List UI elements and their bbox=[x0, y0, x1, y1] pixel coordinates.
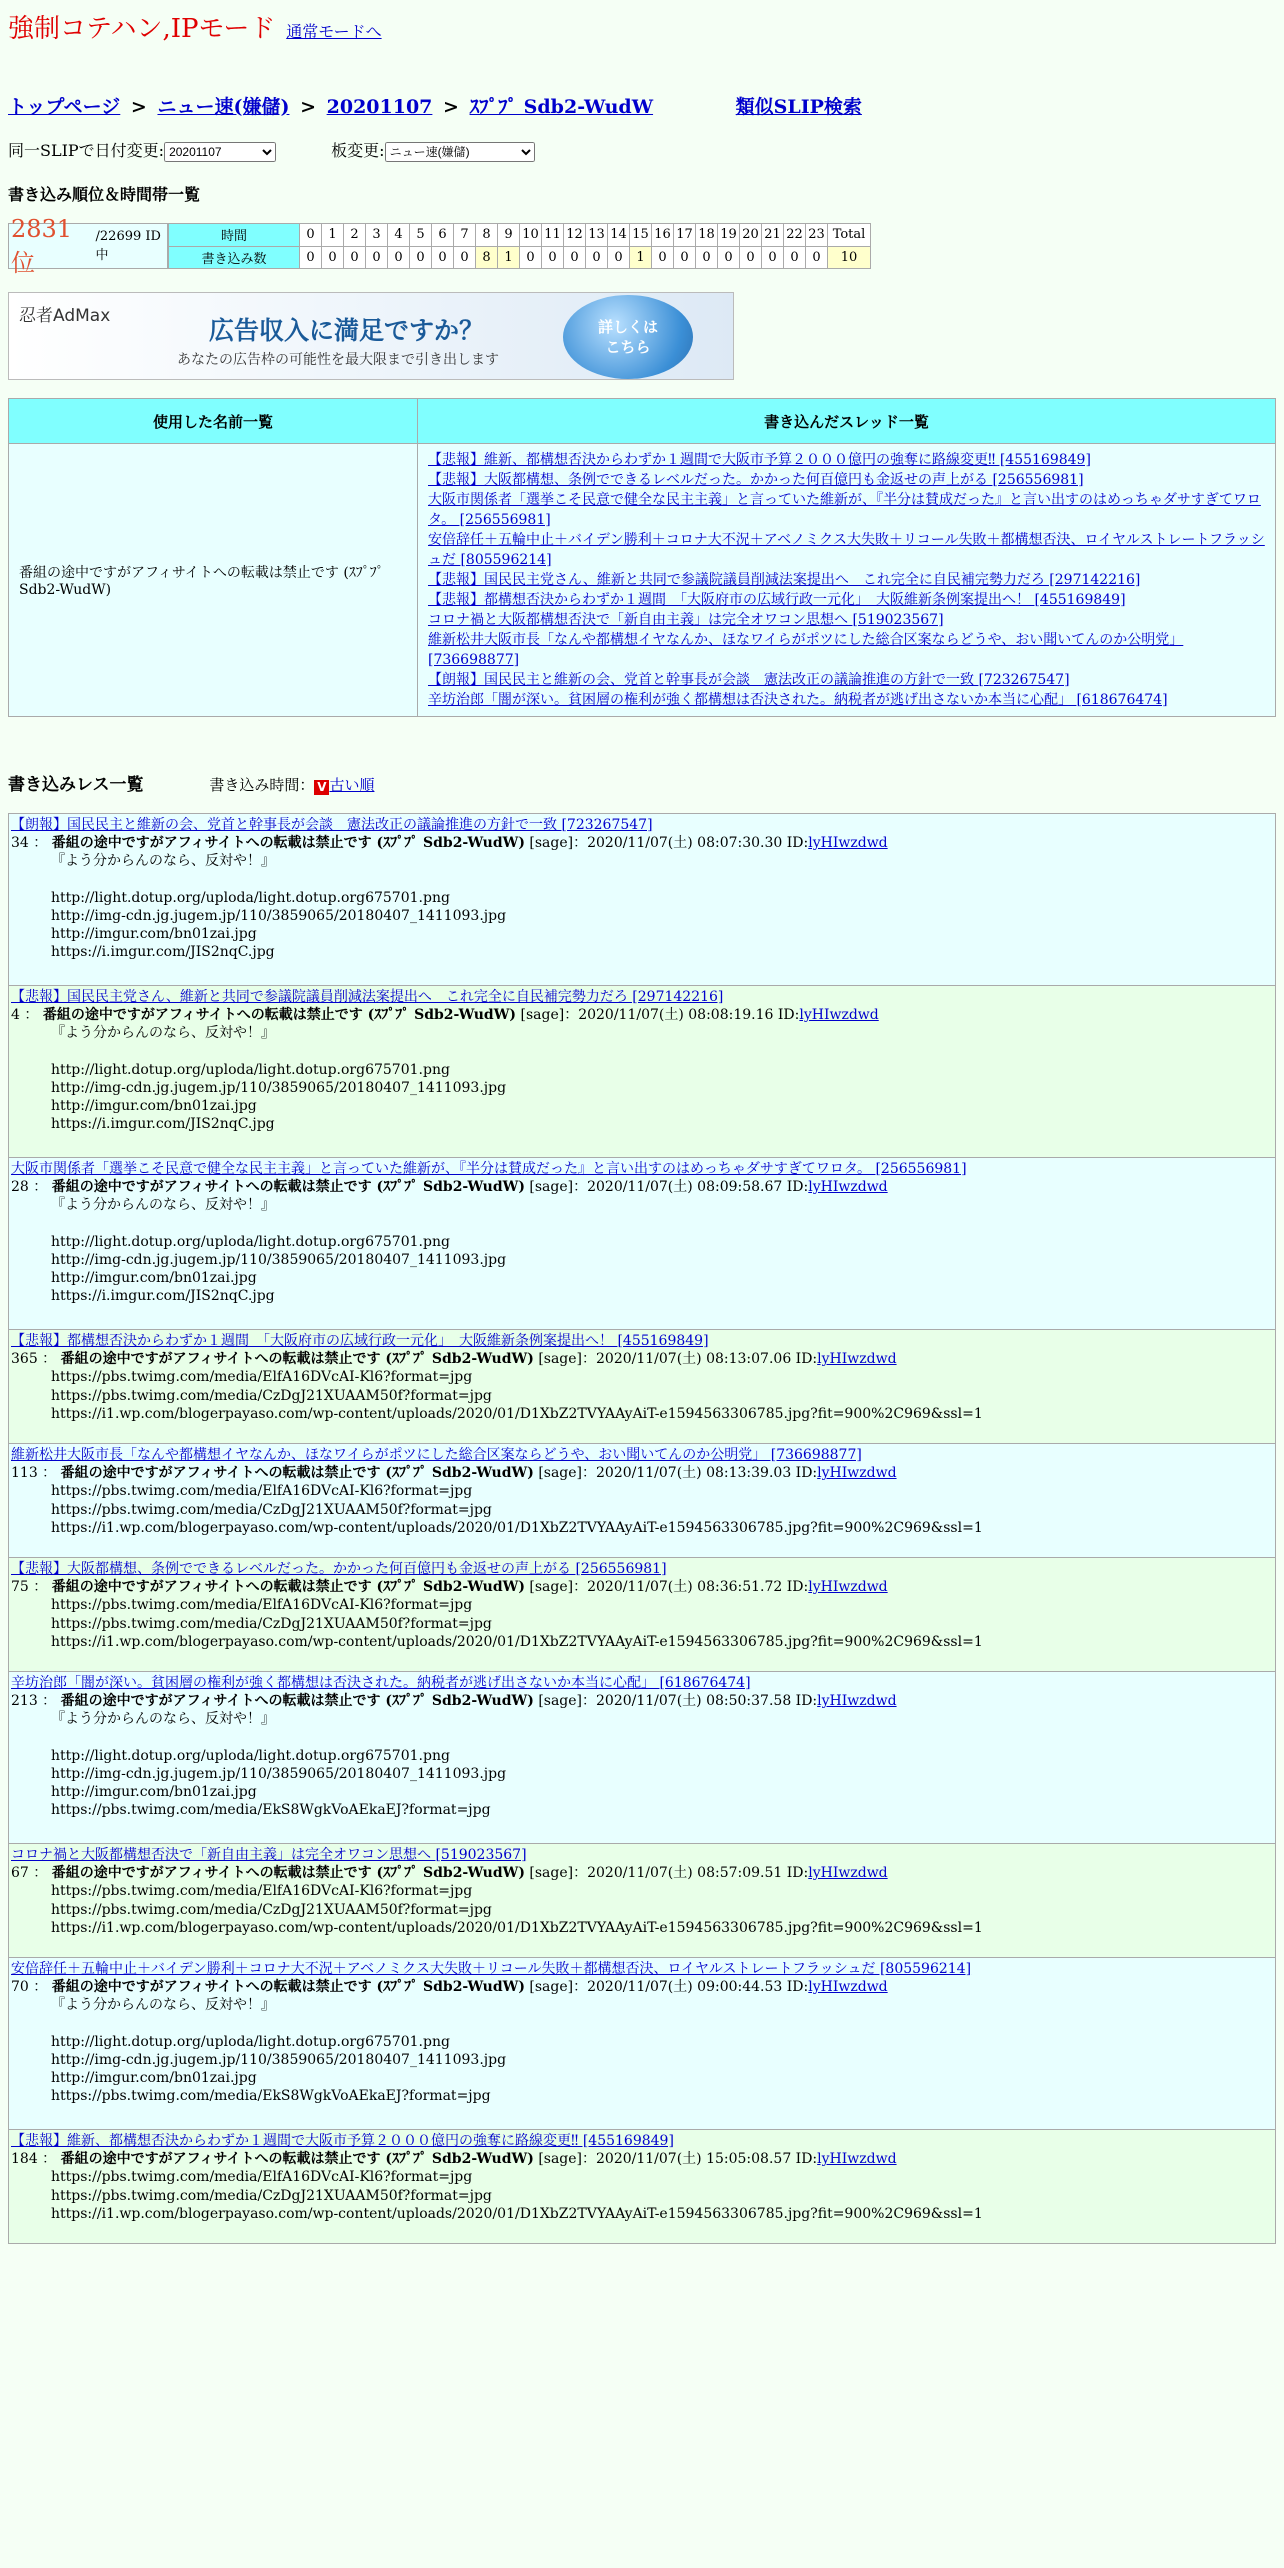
post-meta: [sage]：2020/11/07(土) 09:00:44.53 ID: bbox=[529, 1979, 809, 1996]
count-cell: 0 bbox=[696, 246, 718, 269]
post-header: 34 ： 番組の途中ですがアフィサイトへの転載は禁止です (ｽﾌﾟﾌﾟ Sdb2-WudW) [sage]：2020/11/07(土) 08:07:30.30 ID:lyHIwzdwd bbox=[11, 835, 888, 852]
post bbox=[8, 1843, 1276, 1958]
post-body bbox=[11, 852, 1273, 961]
hour-cell: 0 bbox=[300, 224, 322, 247]
post-thread-link[interactable]: 【朗報】国民民主と維新の会、党首と幹事長が会談 憲法改正の議論推進の方針で一致 [723267547] bbox=[11, 817, 653, 833]
post-line: http://light.dotup.org/uploda/light.dotup.org675701.png bbox=[51, 1747, 450, 1764]
date-select[interactable] bbox=[164, 142, 276, 162]
hour-cell: 17 bbox=[674, 224, 696, 247]
post-line: https://pbs.twimg.com/media/CzDgJ21XUAAM50f?format=jpg bbox=[51, 1615, 492, 1632]
rank-number: 2831 位 bbox=[11, 214, 73, 277]
count-cell: 1 bbox=[498, 246, 520, 269]
post-meta: [sage]：2020/11/07(土) 08:13:07.06 ID: bbox=[538, 1351, 818, 1368]
count-cell: 0 bbox=[366, 246, 388, 269]
count-cell: 0 bbox=[586, 246, 608, 269]
post-meta: [sage]：2020/11/07(土) 08:57:09.51 ID: bbox=[529, 1865, 809, 1882]
post-author-name: 番組の途中ですがアフィサイトへの転載は禁止です (ｽﾌﾟﾌﾟ Sdb2-WudW) bbox=[60, 2151, 534, 2168]
hour-cell: 6 bbox=[432, 224, 454, 247]
ranking-box bbox=[8, 214, 871, 277]
post-id-link[interactable]: lyHIwzdwd bbox=[808, 1579, 888, 1596]
post-meta: [sage]：2020/11/07(土) 08:50:37.58 ID: bbox=[538, 1693, 818, 1710]
post-number: 34 bbox=[11, 835, 29, 852]
hour-cell: 11 bbox=[542, 224, 564, 247]
post-author-name: 番組の途中ですがアフィサイトへの転載は禁止です (ｽﾌﾟﾌﾟ Sdb2-WudW) bbox=[51, 835, 525, 852]
post-line: https://pbs.twimg.com/media/CzDgJ21XUAAM50f?format=jpg bbox=[51, 1501, 492, 1518]
thread-link[interactable]: 【悲報】維新、都構想否決からわずか１週間で大阪市予算２０００億円の強奪に路線変更‼ [455169849] bbox=[428, 452, 1091, 468]
hour-cell: 7 bbox=[454, 224, 476, 247]
post-body bbox=[11, 1882, 1273, 1937]
post-line: 『よう分からんのなら、反対や！』 bbox=[51, 853, 275, 870]
post-id-link[interactable]: lyHIwzdwd bbox=[808, 1979, 888, 1996]
breadcrumb-sep: > bbox=[300, 96, 316, 118]
mode-header bbox=[8, 8, 382, 45]
post-meta: [sage]：2020/11/07(土) 08:13:39.03 ID: bbox=[538, 1465, 818, 1482]
mode-title: 強制コテハン,IPモード bbox=[8, 14, 276, 44]
post-thread-link[interactable]: 大阪市関係者「選挙こそ民意で健全な民主主義」と言っていた維新が、『半分は賛成だった』と言い出すのはめっちゃダサすぎてワロタ。 [256556981] bbox=[11, 1161, 967, 1177]
hour-cell: 19 bbox=[718, 224, 740, 247]
post-line bbox=[51, 1729, 1273, 1747]
post-thread-link[interactable]: 安倍辞任＋五輪中止＋バイデン勝利＋コロナ大不況＋アベノミクス大失敗＋リコール失敗＋都構想否決、ロイヤルストレートフラッシュだ [805596214] bbox=[11, 1961, 972, 1977]
time-label: 時間 bbox=[169, 224, 300, 247]
breadcrumb-slip[interactable]: ｽﾌﾟﾌﾟ Sdb2-WudW bbox=[469, 96, 654, 118]
summary-table bbox=[8, 398, 1276, 717]
post-line: https://pbs.twimg.com/media/CzDgJ21XUAAM50f?format=jpg bbox=[51, 1387, 492, 1404]
count-cell: 0 bbox=[388, 246, 410, 269]
post-header: 365 ： 番組の途中ですがアフィサイトへの転載は禁止です (ｽﾌﾟﾌﾟ Sdb2-WudW) [sage]：2020/11/07(土) 08:13:07.06 ID:lyHIwzdwd bbox=[11, 1351, 897, 1368]
post-header: 75 ： 番組の途中ですがアフィサイトへの転載は禁止です (ｽﾌﾟﾌﾟ Sdb2-WudW) [sage]：2020/11/07(土) 08:36:51.72 ID:lyHIwzdwd bbox=[11, 1579, 888, 1596]
thread-link[interactable]: 大阪市関係者「選挙こそ民意で健全な民主主義」と言っていた維新が、『半分は賛成だった』と言い出すのはめっちゃダサすぎてワロタ。 [256556981] bbox=[428, 492, 1261, 528]
post-id-link[interactable]: lyHIwzdwd bbox=[817, 2151, 897, 2168]
post-line: https://pbs.twimg.com/media/ElfA16DVcAI-Kl6?format=jpg bbox=[51, 1597, 473, 1614]
post-body bbox=[11, 1482, 1273, 1537]
post-number: 365 bbox=[11, 1351, 38, 1368]
ad-logo: 忍者AdMax bbox=[19, 306, 111, 326]
thread-link[interactable]: コロナ禍と大阪都構想否決で「新自由主義」は完全オワコン思想へ [519023567] bbox=[428, 612, 944, 628]
post-body bbox=[11, 1710, 1273, 1819]
breadcrumb-date[interactable]: 20201107 bbox=[326, 96, 433, 118]
post-meta: [sage]：2020/11/07(土) 08:07:30.30 ID: bbox=[529, 835, 809, 852]
post-header: 4 ： 番組の途中ですがアフィサイトへの転載は禁止です (ｽﾌﾟﾌﾟ Sdb2-WudW) [sage]：2020/11/07(土) 08:08:19.16 ID:lyHIwzdwd bbox=[11, 1007, 879, 1024]
post-id-link[interactable]: lyHIwzdwd bbox=[808, 1865, 888, 1882]
post-thread-link[interactable]: 【悲報】大阪都構想、条例でできるレベルだった。かかった何百億円も金返せの声上がる [256556981] bbox=[11, 1561, 667, 1577]
post-author-name: 番組の途中ですがアフィサイトへの転載は禁止です (ｽﾌﾟﾌﾟ Sdb2-WudW) bbox=[42, 1007, 517, 1024]
count-cell: 0 bbox=[344, 246, 366, 269]
ad-details-button[interactable] bbox=[563, 295, 693, 379]
post-meta: [sage]：2020/11/07(土) 15:05:08.57 ID: bbox=[538, 2151, 818, 2168]
post-number: 70 bbox=[11, 1979, 29, 1996]
count-cell: 1 bbox=[630, 246, 652, 269]
post-line: https://i.imgur.com/JIS2nqC.jpg bbox=[51, 1288, 275, 1305]
post-body bbox=[11, 1024, 1273, 1133]
post bbox=[8, 1443, 1276, 1558]
post-header: 70 ： 番組の途中ですがアフィサイトへの転載は禁止です (ｽﾌﾟﾌﾟ Sdb2-WudW) [sage]：2020/11/07(土) 09:00:44.53 ID:lyHIwzdwd bbox=[11, 1979, 888, 1996]
post-line: https://i1.wp.com/blogerpayaso.com/wp-content/uploads/2020/01/D1XbZ2TVYAAyAiT-e1594563306785.jpg?fit=900%2C969&ssl=1 bbox=[51, 1405, 983, 1422]
post-line: https://i.imgur.com/JIS2nqC.jpg bbox=[51, 1116, 275, 1133]
names-header: 使用した名前一覧 bbox=[9, 399, 418, 444]
post-line: https://pbs.twimg.com/media/ElfA16DVcAI-Kl6?format=jpg bbox=[51, 2169, 473, 2186]
hour-cell: 8 bbox=[476, 224, 498, 247]
ad-headline: 広告収入に満足ですか？ bbox=[209, 316, 485, 345]
breadcrumb-sep: > bbox=[130, 96, 147, 118]
post-line: https://pbs.twimg.com/media/ElfA16DVcAI-Kl6?format=jpg bbox=[51, 1483, 473, 1500]
change-row bbox=[8, 138, 535, 162]
post-header: 213 ： 番組の途中ですがアフィサイトへの転載は禁止です (ｽﾌﾟﾌﾟ Sdb2-WudW) [sage]：2020/11/07(土) 08:50:37.58 ID:lyHIwzdwd bbox=[11, 1693, 897, 1710]
post bbox=[8, 1557, 1276, 1672]
count-cell: 0 bbox=[564, 246, 586, 269]
post-thread-link[interactable]: 【悲報】国民民主党さん、維新と共同で参議院議員削減法案提出へ これ完全に自民補完勢力だろ [297142216] bbox=[11, 989, 724, 1005]
ranking-heading: 書き込み順位＆時間帯一覧 bbox=[8, 185, 201, 204]
post-line: https://pbs.twimg.com/media/CzDgJ21XUAAM50f?format=jpg bbox=[51, 2187, 492, 2204]
post-author-name: 番組の途中ですがアフィサイトへの転載は禁止です (ｽﾌﾟﾌﾟ Sdb2-WudW) bbox=[51, 1579, 525, 1596]
count-row bbox=[169, 246, 871, 269]
hour-cell: 18 bbox=[696, 224, 718, 247]
post-id-link[interactable]: lyHIwzdwd bbox=[799, 1007, 879, 1024]
hour-cell: 20 bbox=[740, 224, 762, 247]
count-cell: 0 bbox=[454, 246, 476, 269]
hour-cell: 15 bbox=[630, 224, 652, 247]
post-line: https://pbs.twimg.com/media/ElfA16DVcAI-Kl6?format=jpg bbox=[51, 1883, 473, 1900]
post-line: http://img-cdn.jg.jugem.jp/110/3859065/20180407_1411093.jpg bbox=[51, 1252, 507, 1269]
count-cell: 0 bbox=[608, 246, 630, 269]
post-header: 67 ： 番組の途中ですがアフィサイトへの転載は禁止です (ｽﾌﾟﾌﾟ Sdb2-WudW) [sage]：2020/11/07(土) 08:57:09.51 ID:lyHIwzdwd bbox=[11, 1865, 888, 1882]
breadcrumb-board[interactable]: ニュー速(嫌儲) bbox=[157, 96, 290, 118]
hour-cell: 14 bbox=[608, 224, 630, 247]
count-cell: 0 bbox=[300, 246, 322, 269]
post-line: http://img-cdn.jg.jugem.jp/110/3859065/20180407_1411093.jpg bbox=[51, 1080, 507, 1097]
post-time-label: 書き込み時間： bbox=[209, 776, 315, 794]
hour-row bbox=[169, 224, 871, 247]
post bbox=[8, 1329, 1276, 1444]
breadcrumb-sep: > bbox=[443, 96, 459, 118]
post-author-name: 番組の途中ですがアフィサイトへの転載は禁止です (ｽﾌﾟﾌﾟ Sdb2-WudW) bbox=[51, 1179, 525, 1196]
post-thread-link[interactable]: 辛坊治郎「闇が深い。貧困層の権利が強く都構想は否決された。納税者が逃げ出さないか本当に心配」 [618676474] bbox=[11, 1675, 751, 1691]
used-name: 番組の途中ですがアフィサイトへの転載は禁止です (ｽﾌﾟﾌﾟ Sdb2-WudW) bbox=[19, 565, 384, 598]
rank-total: /22699 ID中 bbox=[95, 229, 161, 263]
count-cell: 0 bbox=[806, 246, 828, 269]
post-line: http://light.dotup.org/uploda/light.dotup.org675701.png bbox=[51, 1061, 450, 1078]
post-number: 28 bbox=[11, 1179, 29, 1196]
post-body bbox=[11, 1196, 1273, 1305]
hour-cell: 12 bbox=[564, 224, 586, 247]
post-line: 『よう分からんのなら、反対や！』 bbox=[51, 1997, 275, 2014]
post-author-name: 番組の途中ですがアフィサイトへの転載は禁止です (ｽﾌﾟﾌﾟ Sdb2-WudW) bbox=[60, 1693, 534, 1710]
post-line: 『よう分からんのなら、反対や！』 bbox=[51, 1711, 275, 1728]
post-line: 『よう分からんのなら、反対や！』 bbox=[51, 1025, 275, 1042]
hour-table bbox=[168, 223, 871, 269]
thread-link[interactable]: 辛坊治郎「闇が深い。貧困層の権利が強く都構想は否決された。納税者が逃げ出さないか本当に心配」 [618676474] bbox=[428, 692, 1168, 708]
post-number: 213 bbox=[11, 1693, 38, 1710]
post-line: https://pbs.twimg.com/media/EkS8WgkVoAEkaEJ?format=jpg bbox=[51, 2088, 491, 2105]
board-change-label: 板変更: bbox=[331, 141, 385, 160]
post-line: https://pbs.twimg.com/media/ElfA16DVcAI-Kl6?format=jpg bbox=[51, 1369, 473, 1386]
thread-link[interactable]: 【悲報】大阪都構想、条例でできるレベルだった。かかった何百億円も金返せの声上がる [256556981] bbox=[428, 472, 1084, 488]
v-icon: V bbox=[314, 780, 329, 795]
post-number: 67 bbox=[11, 1865, 29, 1882]
hour-cell: 5 bbox=[410, 224, 432, 247]
post-line: http://img-cdn.jg.jugem.jp/110/3859065/20180407_1411093.jpg bbox=[51, 2052, 507, 2069]
hour-cell: 1 bbox=[322, 224, 344, 247]
date-change-label: 同一SLIPで日付変更: bbox=[8, 141, 165, 160]
post-line: http://img-cdn.jg.jugem.jp/110/3859065/20180407_1411093.jpg bbox=[51, 1766, 507, 1783]
count-cell: 0 bbox=[718, 246, 740, 269]
post bbox=[8, 1157, 1276, 1330]
post bbox=[8, 985, 1276, 1158]
post-meta: [sage]：2020/11/07(土) 08:09:58.67 ID: bbox=[529, 1179, 809, 1196]
count-cell: 0 bbox=[410, 246, 432, 269]
breadcrumb-top[interactable]: トップページ bbox=[8, 96, 121, 118]
hour-cell: 2 bbox=[344, 224, 366, 247]
post-line bbox=[51, 871, 1273, 889]
similar-slip-search-link[interactable]: 類似SLIP検索 bbox=[735, 96, 862, 118]
post-header: 113 ： 番組の途中ですがアフィサイトへの転載は禁止です (ｽﾌﾟﾌﾟ Sdb2-WudW) [sage]：2020/11/07(土) 08:13:39.03 ID:lyHIwzdwd bbox=[11, 1465, 897, 1482]
post-thread-link[interactable]: コロナ禍と大阪都構想否決で「新自由主義」は完全オワコン思想へ [519023567] bbox=[11, 1847, 527, 1863]
post bbox=[8, 2129, 1276, 2244]
breadcrumb bbox=[8, 92, 862, 119]
thread-list bbox=[418, 444, 1276, 717]
thread-link[interactable]: 【悲報】国民民主党さん、維新と共同で参議院議員削減法案提出へ これ完全に自民補完勢力だろ [297142216] bbox=[428, 572, 1141, 588]
post-line: https://i1.wp.com/blogerpayaso.com/wp-content/uploads/2020/01/D1XbZ2TVYAAyAiT-e1594563306785.jpg?fit=900%2C969&ssl=1 bbox=[51, 1519, 983, 1536]
thread-link[interactable]: 【朗報】国民民主と維新の会、党首と幹事長が会談 憲法改正の議論推進の方針で一致 [723267547] bbox=[428, 672, 1070, 688]
post-author-name: 番組の途中ですがアフィサイトへの転載は禁止です (ｽﾌﾟﾌﾟ Sdb2-WudW) bbox=[60, 1465, 534, 1482]
post-header: 28 ： 番組の途中ですがアフィサイトへの転載は禁止です (ｽﾌﾟﾌﾟ Sdb2-WudW) [sage]：2020/11/07(土) 08:09:58.67 ID:lyHIwzdwd bbox=[11, 1179, 888, 1196]
posts-heading-title: 書き込みレス一覧 bbox=[8, 775, 144, 795]
post-meta: [sage]：2020/11/07(土) 08:08:19.16 ID: bbox=[520, 1007, 800, 1024]
count-cell: 0 bbox=[520, 246, 542, 269]
ad-banner[interactable] bbox=[8, 292, 734, 380]
post-id-link[interactable]: lyHIwzdwd bbox=[817, 1465, 897, 1482]
count-cell: 0 bbox=[784, 246, 806, 269]
post-line bbox=[51, 1043, 1273, 1061]
post-line: http://imgur.com/bn01zai.jpg bbox=[51, 1270, 257, 1287]
post-body bbox=[11, 1368, 1273, 1423]
hour-cell: 22 bbox=[784, 224, 806, 247]
post-line: http://light.dotup.org/uploda/light.dotup.org675701.png bbox=[51, 889, 450, 906]
hour-cell: 10 bbox=[520, 224, 542, 247]
post-thread-link[interactable]: 【悲報】維新、都構想否決からわずか１週間で大阪市予算２０００億円の強奪に路線変更‼ [455169849] bbox=[11, 2133, 674, 2149]
post-list bbox=[8, 813, 1276, 2244]
post-line: http://imgur.com/bn01zai.jpg bbox=[51, 2070, 257, 2087]
post-line: http://light.dotup.org/uploda/light.dotup.org675701.png bbox=[51, 2033, 450, 2050]
count-cell: 0 bbox=[762, 246, 784, 269]
post-id-link[interactable]: lyHIwzdwd bbox=[808, 835, 888, 852]
post-meta: [sage]：2020/11/07(土) 08:36:51.72 ID: bbox=[529, 1579, 809, 1596]
ad-button-label: 詳しくは こちら bbox=[597, 318, 658, 356]
count-cell: 0 bbox=[542, 246, 564, 269]
post-number: 113 bbox=[11, 1465, 38, 1482]
post-id-link[interactable]: lyHIwzdwd bbox=[817, 1693, 897, 1710]
hour-cell: 3 bbox=[366, 224, 388, 247]
rank-cell bbox=[8, 214, 168, 277]
post-line: http://img-cdn.jg.jugem.jp/110/3859065/20180407_1411093.jpg bbox=[51, 908, 507, 925]
post-author-name: 番組の途中ですがアフィサイトへの転載は禁止です (ｽﾌﾟﾌﾟ Sdb2-WudW) bbox=[51, 1979, 525, 1996]
threads-header: 書き込んだスレッド一覧 bbox=[418, 399, 1276, 444]
hour-cell: Total bbox=[828, 224, 871, 247]
post-thread-link[interactable]: 【悲報】都構想否決からわずか１週間 「大阪府市の広域行政一元化」 大阪維新条例案提出へ！ [455169849] bbox=[11, 1333, 709, 1349]
thread-link[interactable]: 維新松井大阪市長「なんや都構想イヤなんか、ほなワイらがポツにした総合区案ならどうや、おい聞いてんのか公明党」 [736698877] bbox=[428, 632, 1184, 668]
count-cell: 0 bbox=[322, 246, 344, 269]
post-body bbox=[11, 1596, 1273, 1651]
names-cell bbox=[9, 444, 418, 717]
count-cell: 0 bbox=[674, 246, 696, 269]
post-line bbox=[51, 2015, 1273, 2033]
post-body bbox=[11, 1996, 1273, 2105]
post-id-link[interactable]: lyHIwzdwd bbox=[808, 1179, 888, 1196]
hour-cell: 4 bbox=[388, 224, 410, 247]
normal-mode-link[interactable]: 通常モードへ bbox=[286, 22, 382, 41]
count-cell: 10 bbox=[828, 246, 871, 269]
post bbox=[8, 813, 1276, 986]
post-line: https://i1.wp.com/blogerpayaso.com/wp-content/uploads/2020/01/D1XbZ2TVYAAyAiT-e1594563306785.jpg?fit=900%2C969&ssl=1 bbox=[51, 1919, 983, 1936]
count-cell: 0 bbox=[652, 246, 674, 269]
post-thread-link[interactable]: 維新松井大阪市長「なんや都構想イヤなんか、ほなワイらがポツにした総合区案ならどうや、おい聞いてんのか公明党」 [736698877] bbox=[11, 1447, 862, 1463]
post-number: 4 bbox=[11, 1007, 20, 1024]
count-cell: 0 bbox=[432, 246, 454, 269]
post bbox=[8, 1671, 1276, 1844]
post-id-link[interactable]: lyHIwzdwd bbox=[817, 1351, 897, 1368]
board-select[interactable] bbox=[385, 142, 535, 162]
post-line: http://imgur.com/bn01zai.jpg bbox=[51, 926, 257, 943]
post-body bbox=[11, 2168, 1273, 2223]
ad-subline: あなたの広告枠の可能性を最大限まで引き出します bbox=[177, 352, 499, 368]
post bbox=[8, 1957, 1276, 2130]
post-header: 184 ： 番組の途中ですがアフィサイトへの転載は禁止です (ｽﾌﾟﾌﾟ Sdb2-WudW) [sage]：2020/11/07(土) 15:05:08.57 ID:lyHIwzdwd bbox=[11, 2151, 897, 2168]
hour-cell: 16 bbox=[652, 224, 674, 247]
post-line: https://i1.wp.com/blogerpayaso.com/wp-content/uploads/2020/01/D1XbZ2TVYAAyAiT-e1594563306785.jpg?fit=900%2C969&ssl=1 bbox=[51, 2205, 983, 2222]
count-label: 書き込み数 bbox=[169, 246, 300, 269]
oldest-order-link[interactable]: 古い順 bbox=[329, 776, 375, 794]
post-author-name: 番組の途中ですがアフィサイトへの転載は禁止です (ｽﾌﾟﾌﾟ Sdb2-WudW) bbox=[51, 1865, 525, 1882]
post-number: 184 bbox=[11, 2151, 38, 2168]
post-line: http://imgur.com/bn01zai.jpg bbox=[51, 1784, 257, 1801]
post-line: https://pbs.twimg.com/media/EkS8WgkVoAEkaEJ?format=jpg bbox=[51, 1802, 491, 1819]
post-number: 75 bbox=[11, 1579, 29, 1596]
posts-heading bbox=[8, 770, 374, 795]
hour-cell: 21 bbox=[762, 224, 784, 247]
count-cell: 8 bbox=[476, 246, 498, 269]
post-line bbox=[51, 1215, 1273, 1233]
post-author-name: 番組の途中ですがアフィサイトへの転載は禁止です (ｽﾌﾟﾌﾟ Sdb2-WudW) bbox=[60, 1351, 534, 1368]
hour-cell: 23 bbox=[806, 224, 828, 247]
thread-link[interactable]: 安倍辞任＋五輪中止＋バイデン勝利＋コロナ大不況＋アベノミクス大失敗＋リコール失敗＋都構想否決、ロイヤルストレートフラッシュだ [805596214] bbox=[428, 532, 1265, 568]
post-line: https://i1.wp.com/blogerpayaso.com/wp-content/uploads/2020/01/D1XbZ2TVYAAyAiT-e1594563306785.jpg?fit=900%2C969&ssl=1 bbox=[51, 1633, 983, 1650]
post-line: http://imgur.com/bn01zai.jpg bbox=[51, 1098, 257, 1115]
hour-cell: 9 bbox=[498, 224, 520, 247]
count-cell: 0 bbox=[740, 246, 762, 269]
post-line: https://i.imgur.com/JIS2nqC.jpg bbox=[51, 944, 275, 961]
thread-link[interactable]: 【悲報】都構想否決からわずか１週間 「大阪府市の広域行政一元化」 大阪維新条例案提出へ！ [455169849] bbox=[428, 592, 1126, 608]
post-line: 『よう分からんのなら、反対や！』 bbox=[51, 1197, 275, 1214]
post-line: http://light.dotup.org/uploda/light.dotup.org675701.png bbox=[51, 1233, 450, 1250]
hour-cell: 13 bbox=[586, 224, 608, 247]
post-line: https://pbs.twimg.com/media/CzDgJ21XUAAM50f?format=jpg bbox=[51, 1901, 492, 1918]
